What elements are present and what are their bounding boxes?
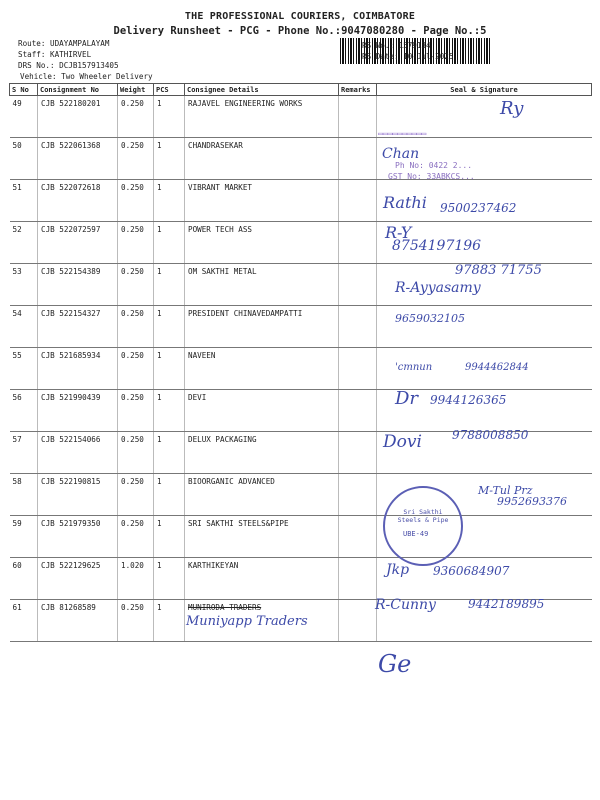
row-consignment-no: CJB 522072618 [38,180,118,222]
row-consignment-no: CJB 522061368 [38,138,118,180]
row-remarks [339,180,377,222]
row-consignee: CHANDRASEKAR [185,138,339,180]
signature-r53: R-Ayyasamy [395,280,481,296]
col-signature: Seal & Signature [377,84,592,96]
row-sno: 56 [10,390,38,432]
row-remarks [339,306,377,348]
row-remarks [339,390,377,432]
row-sno: 60 [10,558,38,600]
table-row [10,222,592,264]
table-row [10,306,592,348]
phone-r51: 9500237462 [440,201,517,215]
row-sno: 58 [10,474,38,516]
row-consignment-no: CJB 521990439 [38,390,118,432]
row-consignment-no: CJB 522154066 [38,432,118,474]
row-consignee: KARTHIKEYAN [185,558,339,600]
row-pcs: 1 [154,348,185,390]
signature-r49: Ry [500,98,524,119]
company-title: THE PROFESSIONAL COURIERS, COIMBATORE [184,11,416,22]
col-remarks: Remarks [339,84,377,96]
row-consignee: SRI SAKTHI STEELS&PIPE [185,516,339,558]
row-remarks [339,600,377,642]
stamp-r50-gst: GST No: 33ABKCS... [388,172,475,181]
row-sno: 50 [10,138,38,180]
row-remarks [339,348,377,390]
row-pcs: 1 [154,180,185,222]
drs-label: DRS No.: DCJB157913405 [18,61,119,70]
row-sno: 51 [10,180,38,222]
col-pcs: PCS [154,84,185,96]
row-sno: 52 [10,222,38,264]
row-sno: 53 [10,264,38,306]
row-consignment-no: CJB 522154327 [38,306,118,348]
row-weight: 0.250 [118,390,154,432]
col-consignee: Consignee Details [185,84,339,96]
signature-r61: R-Cunny [375,597,436,613]
row-weight: 0.250 [118,432,154,474]
col-sno: S No [10,84,38,96]
row-sno: 57 [10,432,38,474]
phone-r53: 97883 71755 [455,263,542,278]
rs-date: RS Date: 10-Jul-2025 [362,52,454,61]
rs-number: RS No.: 1579134 [362,41,431,50]
row-weight: 0.250 [118,180,154,222]
row-consignment-no: CJB 81268589 [38,600,118,642]
row-consignee: OM SAKTHI METAL [185,264,339,306]
row-pcs: 1 [154,222,185,264]
row-remarks [339,474,377,516]
row-weight: 0.250 [118,138,154,180]
row-sno: 49 [10,96,38,138]
row-pcs: 1 [154,516,185,558]
row-weight: 0.250 [118,306,154,348]
row-consignment-no: CJB 522190815 [38,474,118,516]
signature-r59: M-Tul Prz [478,484,533,497]
row-consignment-no: CJB 521979350 [38,516,118,558]
row-pcs: 1 [154,264,185,306]
signature-r55: 'cmnun [395,362,433,373]
row-weight: 0.250 [118,516,154,558]
col-weight: Weight [118,84,154,96]
row-weight: 0.250 [118,96,154,138]
signature-r54: 9659032105 [395,312,465,325]
row-consignment-no: CJB 522129625 [38,558,118,600]
signature-r60: Jkp [386,562,410,578]
row-pcs: 1 [154,474,185,516]
row-remarks [339,96,377,138]
phone-r60: 9360684907 [433,564,510,578]
table-row [10,138,592,180]
final-signature: Ge [378,650,412,678]
row-pcs: 1 [154,432,185,474]
row-consignment-no: CJB 521685934 [38,348,118,390]
row-pcs: 1 [154,96,185,138]
phone-r56: 9944126365 [430,393,507,407]
row-pcs: 1 [154,390,185,432]
signature-r52: R-Y [385,223,412,242]
seal-r59: Sri Sakthi Steels & Pipe UBE-49 [383,486,463,566]
row-remarks [339,432,377,474]
row-remarks [339,222,377,264]
row-sno: 61 [10,600,38,642]
row-weight: 0.250 [118,474,154,516]
row-consignee: NAVEEN [185,348,339,390]
row-consignment-no: CJB 522072597 [38,222,118,264]
row-consignee: PRESIDENT CHINAVEDAMPATTI [185,306,339,348]
row-consignee: POWER TECH ASS [185,222,339,264]
table-row [10,516,592,558]
row-pcs: 1 [154,600,185,642]
row-pcs: 1 [154,138,185,180]
table-header-row [10,84,592,96]
row-pcs: 1 [154,558,185,600]
phone-r57: 9788008850 [452,428,529,442]
staff-label: Staff: KATHIRVEL [18,50,92,59]
stamp-r49: ▭▭▭▭▭▭▭▭▭▭ [378,129,427,138]
signature-r50: Chan [382,146,420,162]
runsheet-subtitle: Delivery Runsheet - PCG - Phone No.:9047080280 - Page No.:5 [113,25,487,37]
row-remarks [339,516,377,558]
row-remarks [339,264,377,306]
stamp-r50-phone: Ph No: 0422 2... [395,161,473,170]
signature-r56: Dr [395,388,419,409]
route-label: Route: UDAYAMPALAYAM [18,39,110,48]
row-weight: 0.250 [118,264,154,306]
row-sno: 54 [10,306,38,348]
row-sno: 55 [10,348,38,390]
row-remarks [339,558,377,600]
row-weight: 1.020 [118,558,154,600]
row-consignee: BIOORGANIC ADVANCED [185,474,339,516]
row-consignment-no: CJB 522180201 [38,96,118,138]
phone-r59: 9952693376 [497,495,567,508]
row-consignee: DELUX PACKAGING [185,432,339,474]
row-consignee: MUNIRODA TRADERS [185,600,339,642]
col-consignment: Consignment No [38,84,118,96]
row-sno: 59 [10,516,38,558]
row-weight: 0.250 [118,222,154,264]
row-pcs: 1 [154,306,185,348]
signature-r51: Rathi [383,193,427,212]
row-consignee: DEVI [185,390,339,432]
phone-r61: 9442189895 [468,597,545,611]
row-consignment-no: CJB 522154389 [38,264,118,306]
row-weight: 0.250 [118,600,154,642]
vehicle-label: Vehicle: Two Wheeler Delivery [20,72,153,81]
consignee-correction-r61: Muniyapp Traders [186,614,308,629]
row-consignee: RAJAVEL ENGINEERING WORKS [185,96,339,138]
row-consignee: VIBRANT MARKET [185,180,339,222]
phone-r55: 9944462844 [465,362,529,373]
signature-r57: Dovi [383,432,422,452]
phone-r52: 8754197196 [392,238,482,254]
row-remarks [339,138,377,180]
row-weight: 0.250 [118,348,154,390]
